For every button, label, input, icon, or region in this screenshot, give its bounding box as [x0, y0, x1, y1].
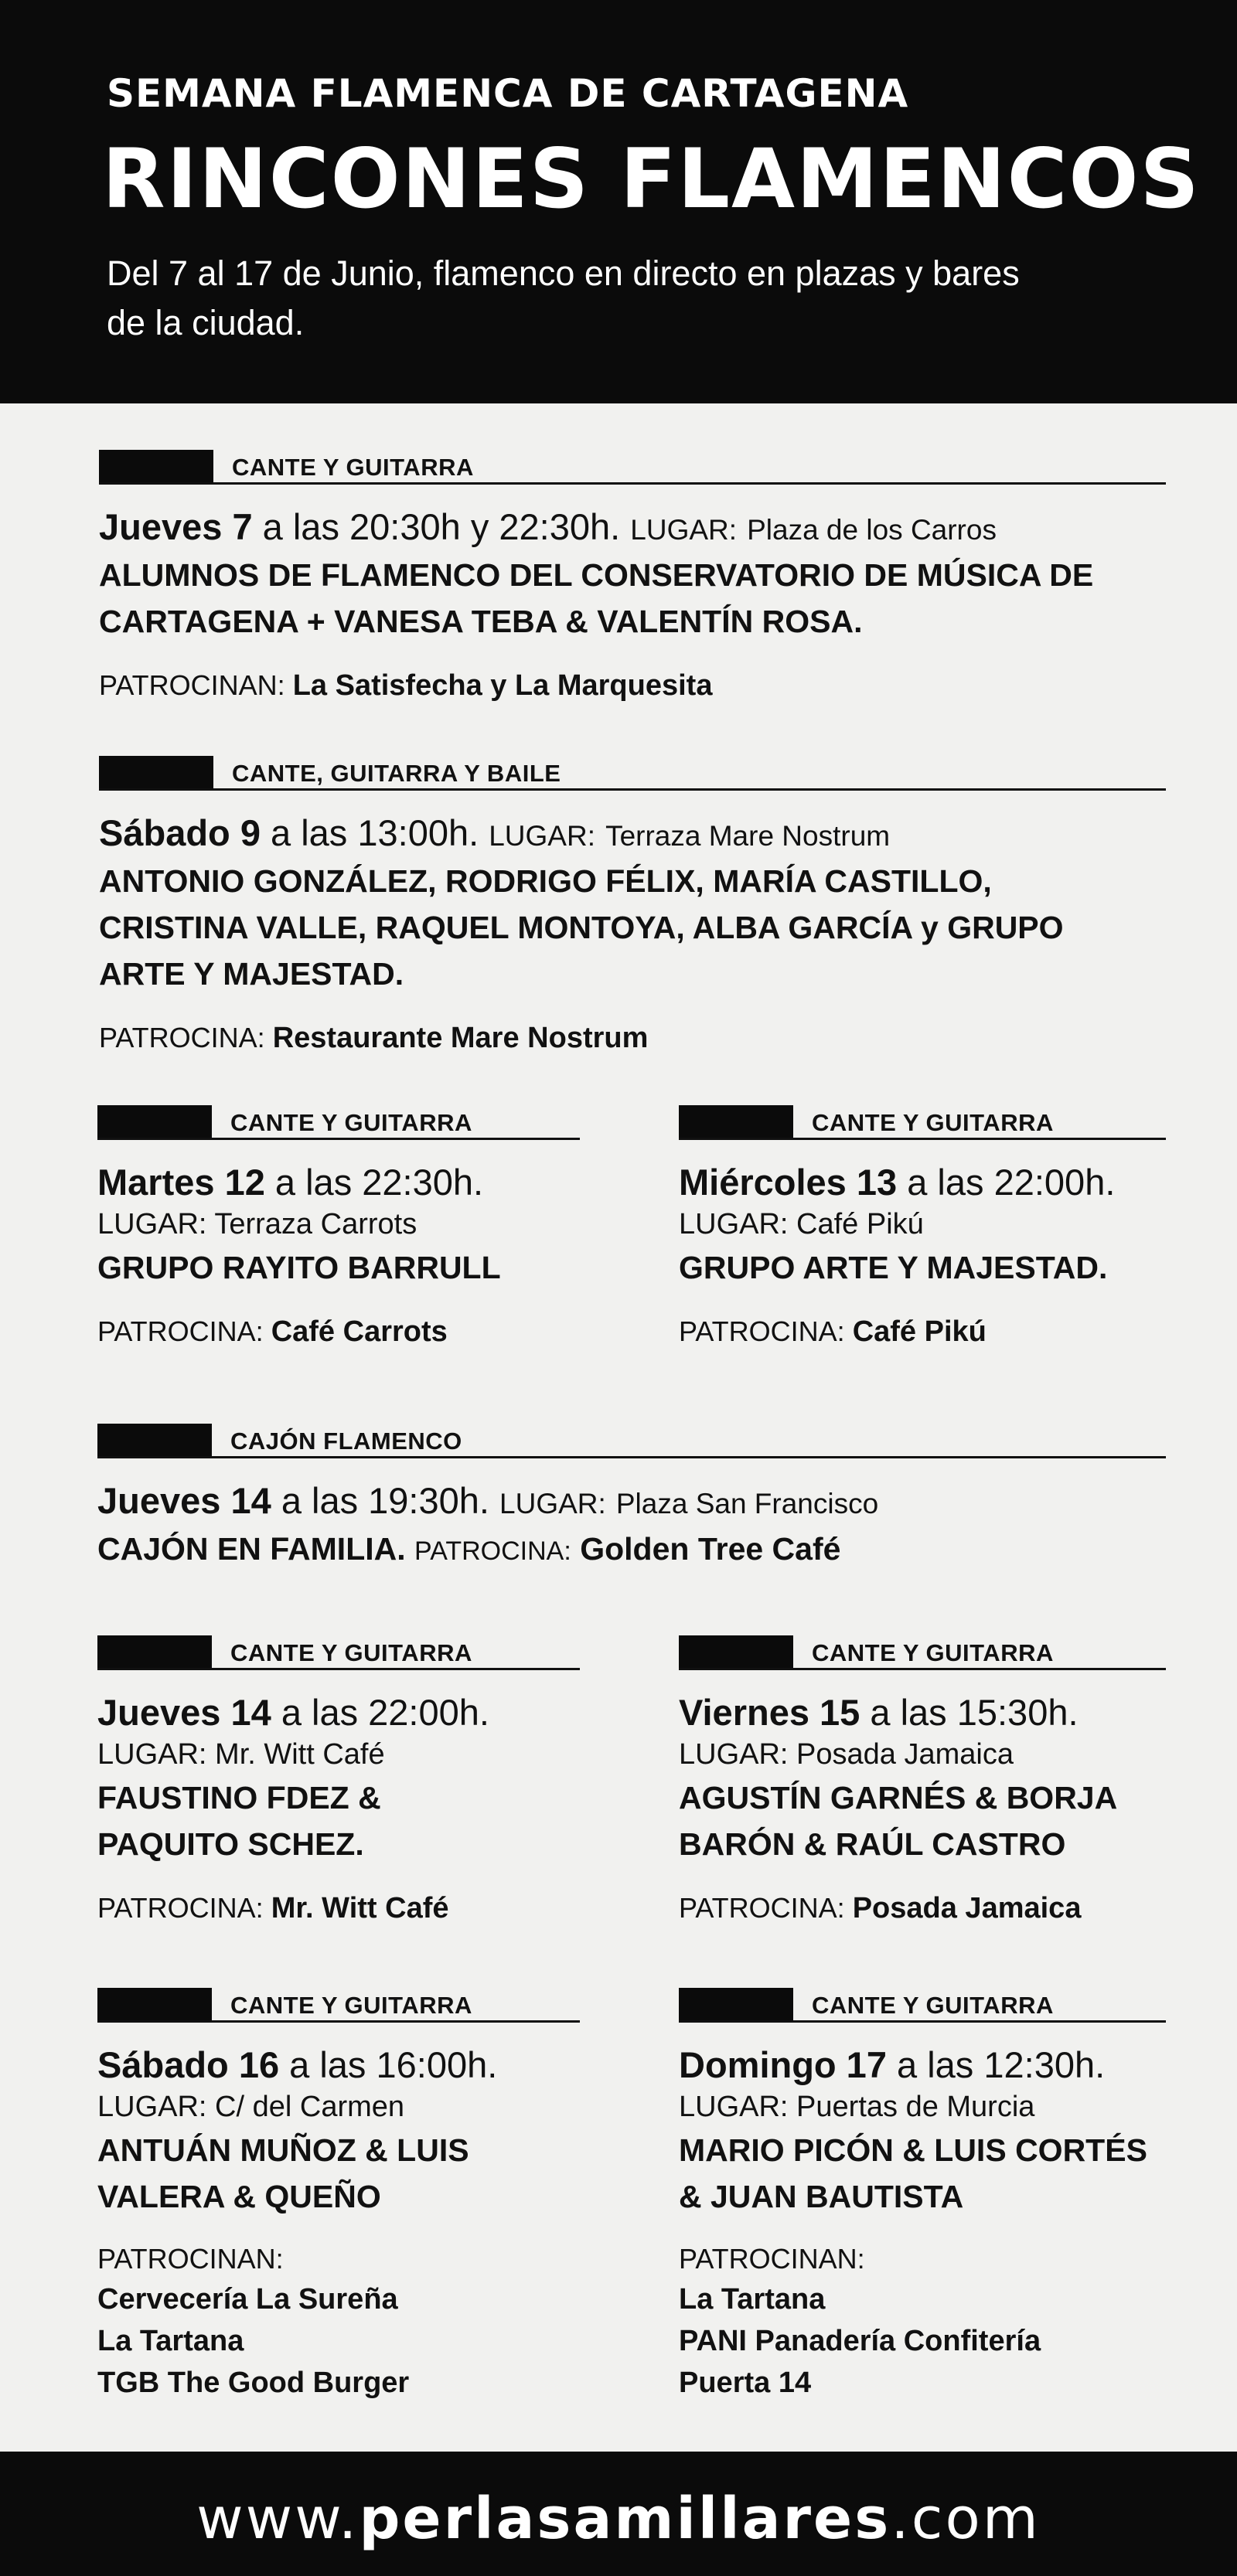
event-artists: AGUSTÍN GARNÉS & BORJA BARÓN & RAÚL CASTRO [679, 1780, 1116, 1862]
event-sponsor: Golden Tree Café [580, 1531, 841, 1567]
event-sponsor-line [679, 1312, 1166, 1351]
sponsor-label: PATROCINA: [679, 1892, 845, 1924]
sponsor-item: Puerta 14 [679, 2367, 812, 2399]
category-header [679, 1988, 1166, 2022]
event-viernes-15 [679, 1635, 1166, 1928]
time-prefix: a las [271, 812, 348, 853]
event-venue-line [97, 2087, 580, 2127]
event-day: Viernes 15 [679, 1692, 860, 1733]
event-time: 22:00h. [368, 1692, 489, 1733]
category-bar [99, 450, 213, 482]
event-artists: CAJÓN EN FAMILIA. [97, 1531, 406, 1567]
category-rule [99, 482, 1166, 485]
category-label: CAJÓN FLAMENCO [230, 1428, 462, 1455]
event-day: Sábado 9 [99, 812, 261, 853]
sponsor-item: TGB The Good Burger [97, 2367, 410, 2399]
sponsor-label: PATROCINAN: [99, 669, 285, 701]
event-artists: GRUPO RAYITO BARRULL [97, 1250, 501, 1285]
event-domingo-17 [679, 1988, 1166, 2404]
event-time: 16:00h. [376, 2044, 498, 2085]
festival-description: Del 7 al 17 de Junio, flamenco en directo en plazas y bares de la ciudad. [107, 254, 1020, 342]
time-prefix: a las [262, 506, 339, 547]
category-header [97, 1988, 580, 2022]
event-sponsor-line [97, 1889, 580, 1928]
header-banner [0, 0, 1237, 403]
category-rule [679, 2020, 1166, 2023]
venue-label: LUGAR: [630, 514, 738, 546]
sponsor-item: Cervecería La Sureña [97, 2283, 398, 2316]
category-bar [679, 1105, 793, 1138]
event-time: 13:00h. [357, 812, 479, 853]
category-rule [97, 1138, 580, 1140]
event-martes-12 [97, 1105, 580, 1351]
event-artists: GRUPO ARTE Y MAJESTAD. [679, 1250, 1108, 1285]
time-prefix: a las [897, 2044, 974, 2085]
event-day: Martes 12 [97, 1162, 265, 1203]
category-rule [97, 2020, 580, 2023]
sponsor-label: PATROCINA: [97, 1892, 264, 1924]
category-header [97, 1105, 580, 1139]
category-label: CANTE Y GUITARRA [812, 1639, 1054, 1666]
url-prefix: www. [196, 2486, 360, 2552]
event-day: Jueves 14 [97, 1480, 271, 1521]
category-header [99, 756, 1166, 790]
category-bar [679, 1635, 793, 1668]
event-artists: ANTUÁN MUÑOZ & LUIS VALERA & QUEÑO [97, 2132, 469, 2214]
event-time: 22:00h. [993, 1162, 1116, 1203]
event-day: Sábado 16 [97, 2044, 280, 2085]
event-sabado-16 [97, 1988, 580, 2404]
sponsor-label: PATROCINA: [679, 1315, 845, 1347]
event-sabado-9 [99, 756, 1166, 1057]
event-day: Domingo 17 [679, 2044, 887, 2085]
category-label: CANTE, GUITARRA Y BAILE [232, 760, 561, 787]
event-sponsor: Mr. Witt Café [271, 1892, 449, 1924]
event-sponsor-line [99, 666, 1166, 705]
category-header [97, 1635, 580, 1669]
event-venue-line [97, 1734, 580, 1775]
venue-label: LUGAR: [499, 1488, 606, 1519]
event-artists: FAUSTINO FDEZ & PAQUITO SCHEZ. [97, 1780, 381, 1862]
venue-label: LUGAR: [679, 2091, 789, 2123]
venue-label: LUGAR: [679, 1738, 789, 1771]
event-venue: Mr. Witt Café [215, 1738, 385, 1771]
event-date-time [99, 812, 1166, 858]
event-sponsor-line [99, 1019, 1166, 1057]
category-label: CANTE Y GUITARRA [230, 1639, 472, 1666]
website-url[interactable] [0, 2486, 1237, 2552]
event-venue: C/ del Carmen [215, 2091, 405, 2123]
festival-subtitle: SEMANA FLAMENCA DE CARTAGENA [107, 71, 909, 116]
category-header [97, 1424, 1166, 1458]
event-sponsor-line [679, 1889, 1166, 1928]
event-time: 15:30h. [956, 1692, 1079, 1733]
event-sponsor: La Satisfecha y La Marquesita [292, 669, 713, 702]
event-sponsor-line [97, 1312, 580, 1351]
sponsor-label: PATROCINAN: [97, 2243, 284, 2275]
category-bar [97, 1635, 212, 1668]
category-rule [97, 1668, 580, 1670]
category-bar [99, 756, 213, 788]
event-day: Miércoles 13 [679, 1162, 898, 1203]
venue-label: LUGAR: [679, 1208, 789, 1240]
event-venue: Posada Jamaica [796, 1738, 1014, 1771]
event-day: Jueves 14 [97, 1692, 271, 1733]
event-date-time [679, 1691, 1166, 1734]
event-artists: MARIO PICÓN & LUIS CORTÉS & JUAN BAUTISTA [679, 2132, 1147, 2214]
sponsor-item: La Tartana [679, 2283, 826, 2316]
event-sponsor: Café Pikú [852, 1315, 987, 1348]
category-header [99, 450, 1166, 484]
event-time: 20:30h y 22:30h. [349, 506, 621, 547]
event-sponsor: Café Carrots [271, 1315, 448, 1348]
category-rule [679, 1138, 1166, 1140]
event-day: Jueves 7 [99, 506, 253, 547]
category-bar [679, 1988, 793, 2020]
category-label: CANTE Y GUITARRA [812, 1109, 1054, 1136]
event-venue-line [97, 1204, 580, 1244]
event-artists: ALUMNOS DE FLAMENCO DEL CONSERVATORIO DE MÚSICA DE CARTAGENA + VANESA TEBA & VALENTÍN ROSA. [99, 557, 1094, 639]
sponsor-label: PATROCINAN: [679, 2243, 865, 2275]
event-venue: Plaza San Francisco [615, 1488, 879, 1519]
sponsor-item: La Tartana [97, 2325, 244, 2357]
event-time: 22:30h. [362, 1162, 484, 1203]
event-jueves-7 [99, 450, 1166, 705]
event-jueves-14-witt [97, 1635, 580, 1928]
time-prefix: a las [870, 1692, 947, 1733]
sponsor-label: PATROCINA: [99, 1022, 265, 1053]
category-bar [97, 1424, 212, 1456]
category-label: CANTE Y GUITARRA [230, 1109, 472, 1136]
time-prefix: a las [907, 1162, 984, 1203]
category-header [679, 1105, 1166, 1139]
event-sponsor: Restaurante Mare Nostrum [272, 1022, 649, 1054]
category-label: CANTE Y GUITARRA [232, 454, 474, 481]
sponsor-label: PATROCINA: [414, 1536, 571, 1566]
event-venue: Puertas de Murcia [796, 2091, 1035, 2123]
category-label: CANTE Y GUITARRA [230, 1992, 472, 2019]
footer-banner [0, 2452, 1237, 2576]
sponsor-list [679, 2278, 1166, 2404]
time-prefix: a las [281, 1480, 359, 1521]
event-venue: Café Pikú [796, 1208, 924, 1240]
event-jueves-14-cajon [97, 1424, 1166, 1572]
event-date-time [97, 1479, 1166, 1526]
festival-title: RINCONES FLAMENCOS [102, 131, 1201, 226]
venue-label: LUGAR: [97, 2091, 207, 2123]
event-venue-line [679, 2087, 1166, 2127]
category-bar [97, 1988, 212, 2020]
category-rule [679, 1668, 1166, 1670]
event-date-time [97, 1161, 580, 1204]
category-rule [97, 1456, 1166, 1458]
venue-label: LUGAR: [489, 820, 595, 852]
sponsor-list [97, 2278, 580, 2404]
event-date-time [97, 2043, 580, 2087]
url-suffix: .com [891, 2486, 1041, 2552]
category-bar [97, 1105, 212, 1138]
category-label: CANTE Y GUITARRA [812, 1992, 1054, 2019]
event-venue: Terraza Carrots [214, 1208, 417, 1240]
url-name: perlasamillares [359, 2486, 891, 2552]
event-artists-sponsor-line [97, 1526, 1166, 1572]
event-date-time [679, 2043, 1166, 2087]
event-date-time [679, 1161, 1166, 1204]
event-venue-line [679, 1734, 1166, 1775]
venue-label: LUGAR: [97, 1738, 207, 1771]
event-venue-line [679, 1204, 1166, 1244]
event-venue: Plaza de los Carros [747, 514, 997, 546]
time-prefix: a las [274, 1162, 353, 1203]
event-time: 12:30h. [983, 2044, 1106, 2085]
event-time: 19:30h. [368, 1480, 489, 1521]
time-prefix: a las [289, 2044, 366, 2085]
sponsor-label: PATROCINA: [97, 1315, 264, 1347]
time-prefix: a las [281, 1692, 359, 1733]
category-header [679, 1635, 1166, 1669]
category-rule [99, 788, 1166, 791]
event-artists: ANTONIO GONZÁLEZ, RODRIGO FÉLIX, MARÍA CASTILLO, CRISTINA VALLE, RAQUEL MONTOYA, ALBA GARCÍA y GRUPO ARTE Y MAJESTAD. [99, 863, 1064, 992]
event-date-time [99, 505, 1166, 552]
event-sponsor: Posada Jamaica [852, 1892, 1082, 1924]
venue-label: LUGAR: [97, 1208, 207, 1240]
event-venue: Terraza Mare Nostrum [605, 820, 891, 852]
event-date-time [97, 1691, 580, 1734]
event-miercoles-13 [679, 1105, 1166, 1351]
sponsor-item: PANI Panadería Confitería [679, 2325, 1041, 2357]
